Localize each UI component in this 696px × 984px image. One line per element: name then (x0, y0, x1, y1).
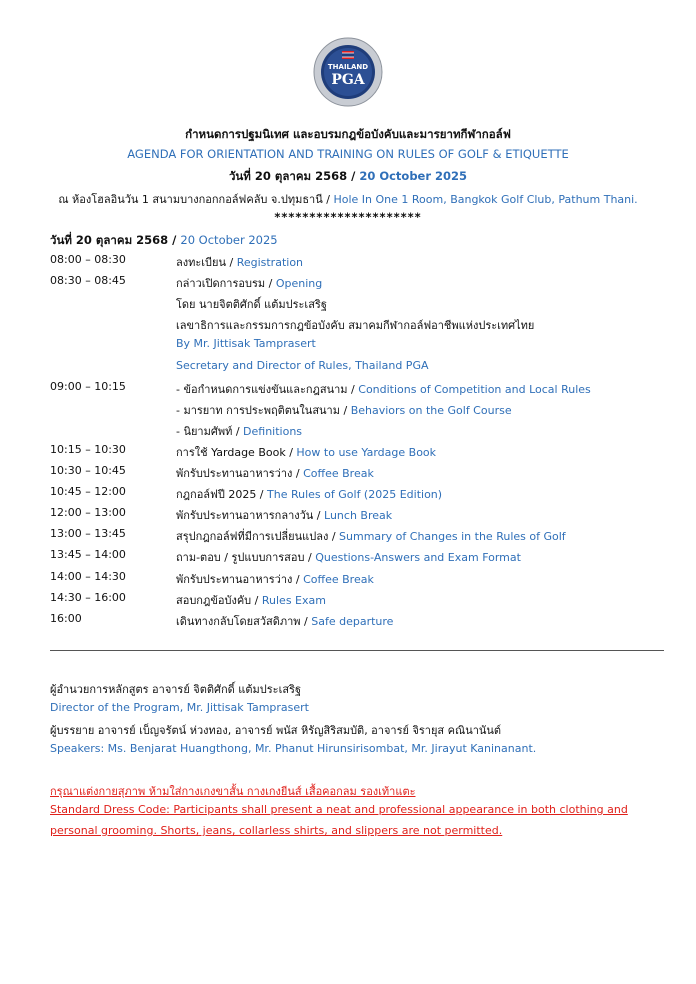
activity-thai: เดินทางกลับโดยสวัสดิภาพ / (176, 614, 308, 628)
agenda-activity (176, 612, 393, 630)
header-date-thai: วันที่ 20 ตุลาคม 2568 / (228, 169, 356, 183)
activity-thai: กฎกอล์ฟปี 2025 / (176, 488, 264, 502)
thailand-pga-logo (313, 37, 383, 107)
venue-thai: ณ ห้องโฮลอินวัน 1 สนามบางกอกกอล์ฟคลับ จ.ปทุมธานี / (58, 193, 330, 206)
agenda-time: 10:30 – 10:45 (50, 464, 126, 477)
activity-thai: สอบกฎข้อบังคับ / (176, 593, 259, 607)
activity-thai: สรุปกฎกอล์ฟที่มีการเปลี่ยนแปลง / (176, 530, 336, 544)
agenda-activity (176, 337, 316, 350)
agenda-time: 09:00 – 10:15 (50, 379, 126, 393)
agenda-row (50, 337, 650, 357)
agenda-date (50, 232, 278, 250)
agenda-activity (176, 380, 591, 398)
agenda-row (50, 570, 650, 590)
activity-thai: การใช้ Yardage Book / (176, 445, 293, 459)
activity-thai: พักรับประทานอาหารว่าง / (176, 572, 300, 586)
activity-thai: โดย นายจิตติศักดิ์ แต้มประเสริฐ (176, 298, 327, 312)
header-date-english: 20 October 2025 (359, 169, 468, 183)
activity-english: Conditions of Competition and Local Rules (358, 382, 591, 396)
activity-english: Opening (275, 277, 323, 291)
agenda-row (50, 359, 650, 379)
activity-english: Registration (236, 256, 304, 269)
speakers-thai: ผู้บรรยาย อาจารย์ เบ็ญจรัตน์ ห่วงทอง, อาจารย์ พนัส หิรัญสิริสมบัติ, อาจารย์ จิรายุส คณินานันต์ (50, 724, 502, 737)
agenda-activity (176, 570, 374, 588)
activity-thai: ลงทะเบียน / (176, 256, 234, 269)
activity-thai: ถาม-ตอบ / รูปแบบการสอบ / (176, 551, 312, 565)
venue-line (0, 190, 696, 208)
agenda-activity (176, 591, 326, 609)
agenda-time: 08:30 – 08:45 (50, 274, 126, 288)
agenda-activity (176, 359, 429, 372)
activity-english: Coffee Break (303, 572, 374, 586)
venue-english: Hole In One 1 Room, Bangkok Golf Club, Pathum Thani. (333, 193, 638, 206)
agenda-date-english: 20 October 2025 (180, 233, 278, 247)
agenda-time: 14:00 – 14:30 (50, 569, 126, 583)
star-separator: ********************* (274, 210, 422, 224)
agenda-activity (176, 443, 436, 461)
activity-english: Behaviors on the Golf Course (350, 403, 512, 417)
program-director-english: Director of the Program, Mr. Jittisak Tamprasert (50, 701, 309, 714)
speakers-english: Speakers: Ms. Benjarat Huangthong, Mr. Phanut Hirunsirisombat, Mr. Jirayut Kaninanant. (50, 742, 537, 755)
agenda-activity (176, 295, 327, 313)
activity-thai: เลขาธิการและกรรมการกฎข้อบังคับ สมาคมกีฬากอล์ฟอาชีพแห่งประเทศไทย (176, 319, 535, 333)
dress-code-english-line-1: Standard Dress Code: Participants shall present a neat and professional appearance in both clothing and (50, 803, 628, 816)
agenda-time: 10:45 – 12:00 (50, 485, 126, 499)
dress-code-english-line-2: personal grooming. Shorts, jeans, collarless shirts, and slippers are not permitted. (50, 824, 503, 837)
divider-line (50, 650, 664, 651)
agenda-row (50, 485, 650, 505)
agenda-activity (176, 527, 566, 545)
title-thai: กำหนดการปฐมนิเทศ และอบรมกฎข้อบังคับและมารยาทกีฬากอล์ฟ (185, 127, 511, 141)
agenda-row (50, 612, 650, 632)
agenda-activity (176, 253, 303, 271)
logo-text-main: PGA (331, 72, 365, 88)
agenda-activity (176, 274, 322, 292)
activity-thai: - ข้อกำหนดการแข่งขันและกฎสนาม / (176, 382, 355, 396)
agenda-activity (176, 548, 521, 566)
agenda-time: 13:45 – 14:00 (50, 548, 126, 562)
activity-english: Safe departure (311, 614, 394, 628)
agenda-row (50, 253, 650, 273)
activity-thai: - มารยาท การประพฤติตนในสนาม / (176, 403, 348, 417)
agenda-row (50, 274, 650, 294)
agenda-activity (176, 464, 374, 482)
activity-english: Lunch Break (324, 509, 393, 523)
agenda-activity (176, 485, 442, 503)
activity-english: Definitions (243, 424, 303, 438)
activity-thai: กล่าวเปิดการอบรม / (176, 277, 273, 291)
activity-thai: - นิยามศัพท์ / (176, 424, 240, 438)
agenda-row (50, 422, 650, 442)
activity-english: Rules Exam (261, 593, 326, 607)
logo-text-top: THAILAND (327, 63, 369, 71)
agenda-row (50, 548, 650, 568)
agenda-row (50, 464, 650, 484)
activity-english: By Mr. Jittisak Tamprasert (176, 337, 316, 351)
agenda-row (50, 316, 650, 336)
program-director-thai: ผู้อำนวยการหลักสูตร อาจารย์ จิตติศักดิ์ แต้มประเสริฐ (50, 683, 302, 696)
agenda-row (50, 443, 650, 463)
agenda-time: 12:00 – 13:00 (50, 506, 126, 520)
title-english: AGENDA FOR ORIENTATION AND TRAINING ON RULES OF GOLF & ETIQUETTE (127, 147, 569, 161)
activity-english: Questions-Answers and Exam Format (315, 551, 521, 565)
agenda-time: 16:00 (50, 611, 82, 625)
agenda-activity (176, 401, 512, 419)
header-date (0, 168, 696, 186)
agenda-row (50, 527, 650, 547)
activity-thai: พักรับประทานอาหารว่าง / (176, 467, 300, 480)
activity-english: Summary of Changes in the Rules of Golf (339, 530, 566, 544)
agenda-time: 13:00 – 13:45 (50, 527, 126, 541)
agenda-time: 10:15 – 10:30 (50, 442, 126, 456)
agenda-date-thai: วันที่ 20 ตุลาคม 2568 / (50, 233, 177, 247)
agenda-row (50, 506, 650, 526)
agenda-activity (176, 506, 392, 524)
agenda-row (50, 295, 650, 315)
dress-code-thai: กรุณาแต่งกายสุภาพ ห้ามใส่กางเกงขาสั้น กางเกงยีนส์ เสื้อคอกลม รองเท้าแตะ (50, 785, 416, 798)
activity-english: Secretary and Director of Rules, Thailand PGA (176, 358, 429, 372)
agenda-row (50, 401, 650, 421)
activity-english: Coffee Break (303, 467, 374, 480)
agenda-time: 08:00 – 08:30 (50, 253, 126, 266)
activity-english: How to use Yardage Book (296, 445, 437, 459)
activity-english: The Rules of Golf (2025 Edition) (267, 488, 443, 502)
activity-thai: พักรับประทานอาหารกลางวัน / (176, 509, 321, 523)
agenda-activity (176, 422, 302, 440)
agenda-time: 14:30 – 16:00 (50, 590, 126, 604)
agenda-activity (176, 316, 534, 334)
agenda-row (50, 380, 650, 400)
agenda-row (50, 591, 650, 611)
